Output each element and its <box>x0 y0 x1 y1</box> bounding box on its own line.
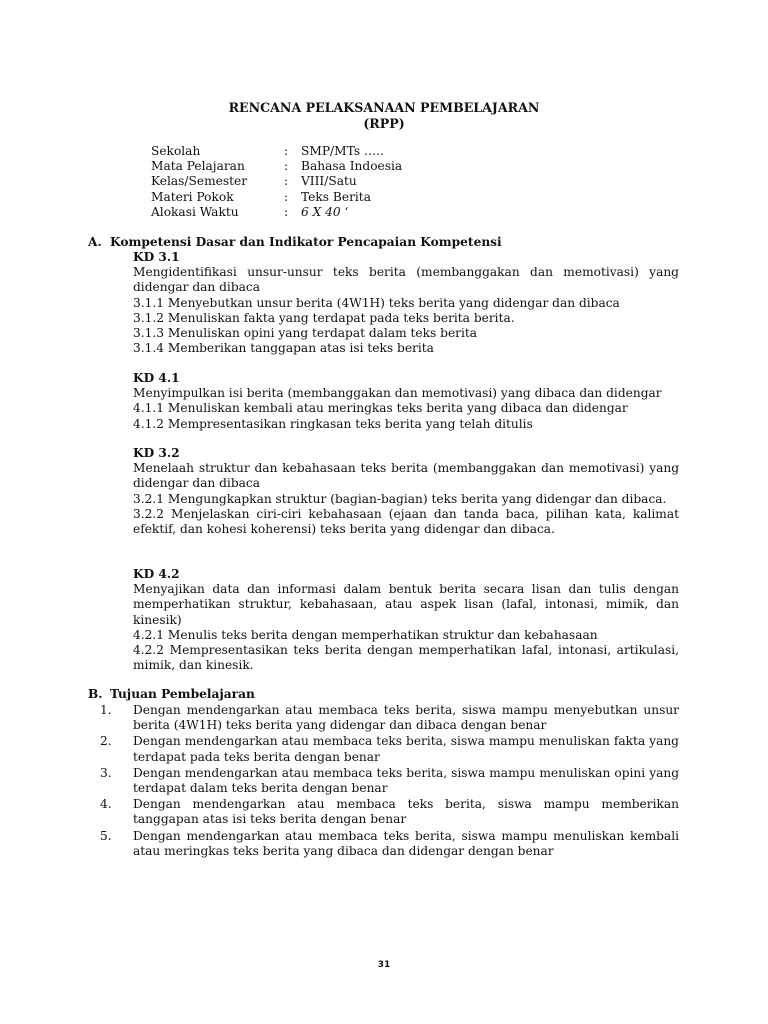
kd-title: KD 3.2 <box>133 446 180 460</box>
list-number: 4. <box>100 797 112 812</box>
kd-indicator: 3.2.2 Menjelaskan ciri-ciri kebahasaan (ejaan dan tanda baca, pilihan kata, kalimat efektif, dan kohesi koherensi) teks berita yang didengar dan dibaca. <box>133 506 679 536</box>
identity-value: VIII/Satu <box>301 174 357 189</box>
section-b-heading <box>88 687 255 702</box>
identity-label: Mata Pelajaran <box>151 159 245 174</box>
identity-value: 6 X 40 ‘ <box>301 204 349 219</box>
page-number: 31 <box>377 960 391 970</box>
kd-block-4-2 <box>133 567 679 673</box>
list-item <box>100 703 679 733</box>
kd-block-3-1 <box>133 250 679 356</box>
list-text: Dengan mendengarkan atau membaca teks berita, siswa mampu memberikan tanggapan atas isi teks berita dengan benar <box>133 797 679 827</box>
kd-block-3-2 <box>133 446 679 537</box>
kd-title: KD 4.1 <box>133 371 180 385</box>
identity-label: Materi Pokok <box>151 189 234 204</box>
kd-indicator: 4.2.1 Menulis teks berita dengan memperhatikan struktur dan kebahasaan <box>133 627 598 642</box>
list-text: Dengan mendengarkan atau membaca teks berita, siswa mampu menuliskan fakta yang terdapat pada teks berita dengan benar <box>133 734 679 764</box>
kd-description: Menyajikan data dan informasi dalam bentuk berita secara lisan dan tulis dengan memperhatikan struktur, kebahasaan, atau aspek lisan (lafal, intonasi, mimik, dan kinesik) <box>133 582 679 627</box>
section-title: Tujuan Pembelajaran <box>110 687 255 701</box>
identity-colon: : <box>284 204 289 219</box>
kd-indicator: 4.1.2 Mempresentasikan ringkasan teks berita yang telah ditulis <box>133 416 533 431</box>
kd-description: Menyimpulkan isi berita (membanggakan dan memotivasi) yang dibaca dan didengar <box>133 386 662 401</box>
list-number: 2. <box>100 734 112 749</box>
section-a-heading <box>88 235 502 250</box>
kd-indicator: 3.1.4 Memberikan tanggapan atas isi teks berita <box>133 341 434 356</box>
kd-block-4-1 <box>133 371 679 432</box>
identity-row-subject <box>151 159 601 174</box>
section-letter: B. <box>88 687 103 701</box>
kd-indicator: 3.1.3 Menuliskan opini yang terdapat dalam teks berita <box>133 325 478 340</box>
list-item <box>100 829 679 859</box>
kd-indicator: 3.2.1 Mengungkapkan struktur (bagian-bagian) teks berita yang didengar dan dibaca. <box>133 491 667 506</box>
document-title: RENCANA PELAKSANAAN PEMBELAJARAN <box>228 100 540 115</box>
kd-indicator: 3.1.1 Menyebutkan unsur berita (4W1H) teks berita yang didengar dan dibaca <box>133 295 620 310</box>
list-number: 1. <box>100 703 112 717</box>
identity-value: Teks Berita <box>301 189 371 204</box>
kd-title: KD 4.2 <box>133 567 180 581</box>
section-title: Kompetensi Dasar dan Indikator Pencapaian Kompetensi <box>110 235 502 249</box>
identity-row-school <box>151 144 601 159</box>
section-letter: A. <box>88 235 102 249</box>
identity-colon: : <box>284 189 289 204</box>
kd-indicator: 3.1.2 Menuliskan fakta yang terdapat pada teks berita berita. <box>133 310 515 325</box>
list-text: Dengan mendengarkan atau membaca teks berita, siswa mampu menyebutkan unsur berita (4W1H) teks berita yang didengar dan dibaca dengan benar <box>133 703 679 733</box>
list-number: 5. <box>100 828 112 843</box>
identity-row-topic <box>151 190 601 205</box>
list-item <box>100 766 679 796</box>
identity-row-time <box>151 205 601 220</box>
identity-label: Alokasi Waktu <box>151 204 239 219</box>
list-number: 3. <box>100 765 112 780</box>
list-text: Dengan mendengarkan atau membaca teks berita, siswa mampu menuliskan opini yang terdapat dalam teks berita dengan benar <box>133 765 679 796</box>
kd-indicator: 4.2.2 Mempresentasikan teks berita dengan memperhatikan lafal, intonasi, artikulasi, mimik, dan kinesik. <box>133 642 679 673</box>
list-item <box>100 797 679 827</box>
identity-table <box>151 144 601 220</box>
kd-title: KD 3.1 <box>133 250 180 264</box>
list-item <box>100 734 679 764</box>
kd-indicator: 4.1.1 Menuliskan kembali atau meringkas teks berita yang dibaca dan didengar <box>133 401 628 416</box>
identity-row-class <box>151 174 601 189</box>
identity-colon: : <box>284 144 289 158</box>
document-title-block <box>0 100 768 132</box>
identity-value: SMP/MTs ….. <box>301 144 384 158</box>
list-text: Dengan mendengarkan atau membaca teks berita, siswa mampu menuliskan kembali atau meringkas teks berita yang dibaca dan didengar dengan benar <box>133 828 679 858</box>
kd-description: Mengidentifikasi unsur-unsur teks berita (membanggakan dan memotivasi) yang didengar dan dibaca <box>133 265 679 295</box>
document-subtitle: (RPP) <box>363 116 405 131</box>
kd-description: Menelaah struktur dan kebahasaan teks berita (membanggakan dan memotivasi) yang didengar dan dibaca <box>133 461 679 491</box>
identity-label: Kelas/Semester <box>151 174 248 189</box>
identity-colon: : <box>284 174 289 189</box>
identity-value: Bahasa Indoesia <box>301 159 403 174</box>
identity-label: Sekolah <box>151 144 201 158</box>
identity-colon: : <box>284 159 289 174</box>
learning-goals-list <box>100 703 679 860</box>
